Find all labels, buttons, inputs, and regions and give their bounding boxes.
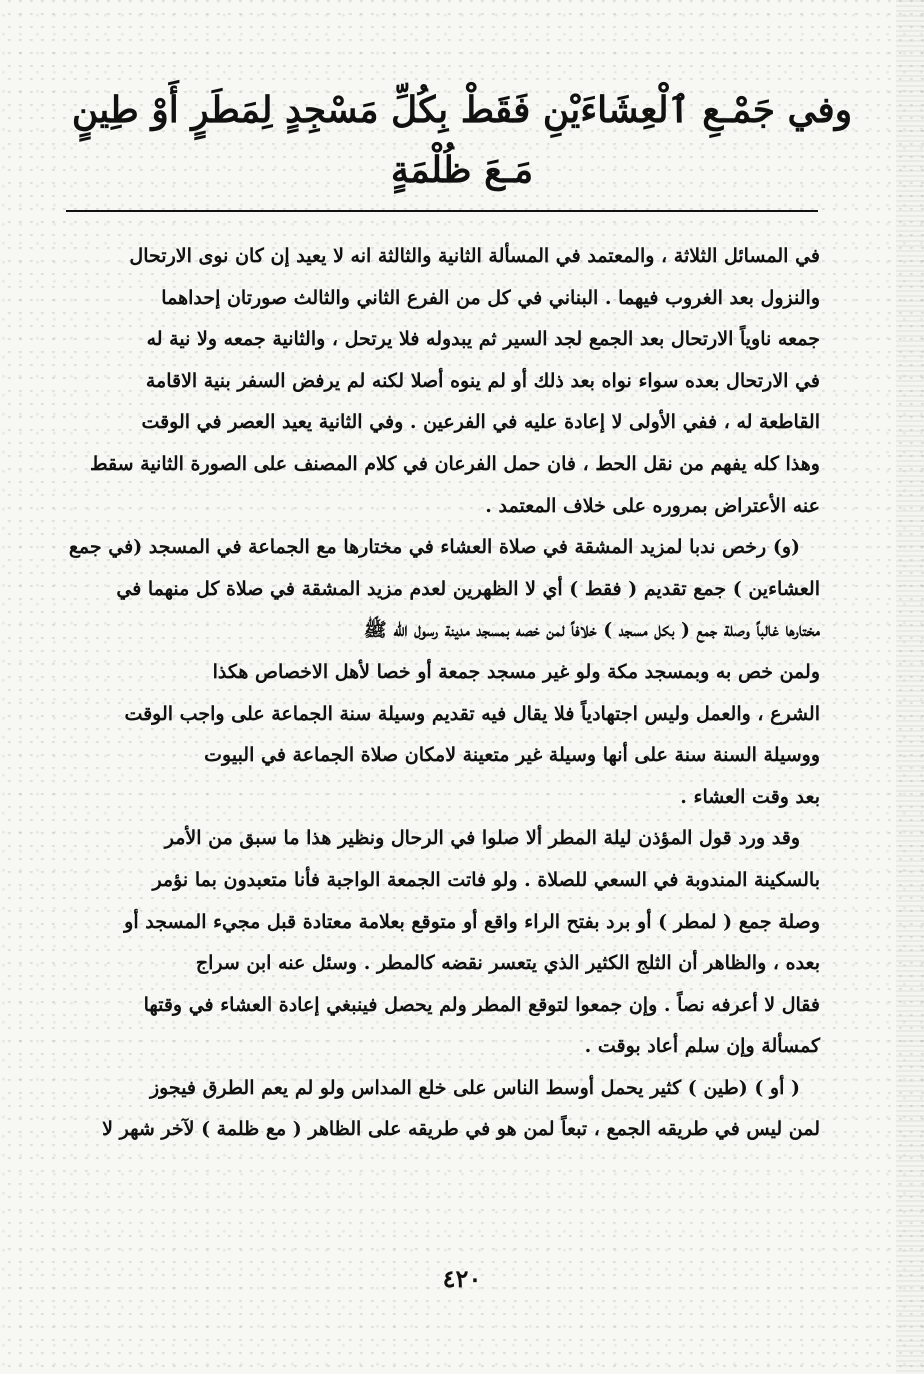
text-line: فقال لا أعرفه نصاً . وإن جمعوا لتوقع المطر ولم يحصل فينبغي إعادة العشاء في وقتها bbox=[143, 993, 820, 1016]
page-number: ٤٢٠ bbox=[442, 1264, 482, 1293]
text-line: بعده ، والظاهر أن الثلج الكثير الذي يتعسر نقضه كالمطر . وسئل عنه ابن سراج bbox=[195, 952, 820, 975]
text-line: جمعه ناوياً الارتحال بعد الجمع لجد السير ثم يبدوله فلا يرتحل ، والثانية جمعه ولا نية له bbox=[146, 328, 820, 351]
text-line: وقد ورد قول المؤذن ليلة المطر ألا صلوا في الرحال ونظير هذا ما سبق من الأمر bbox=[164, 827, 800, 850]
text-line: مختارها غالباً وصلة جمع ( بكل مسجد ) خلافاً لمن خصه بمسجد مدينة رسول الله ﷺ bbox=[363, 619, 820, 642]
text-line: في المسائل الثلاثة ، والمعتمد في المسألة الثانية والثالثة انه لا يعيد إن كان نوى الارتحال bbox=[129, 245, 820, 267]
heading-divider bbox=[66, 210, 818, 212]
body-text bbox=[58, 236, 820, 1151]
text-line: ووسيلة السنة سنة على أنها وسيلة غير متعينة لامكان صلاة الجماعة في البيوت bbox=[204, 744, 820, 767]
text-line: بعد وقت العشاء . bbox=[680, 785, 820, 808]
text-line: ( أو ) (طين ) كثير يحمل أوسط الناس على خلع المداس ولو لم يعم الطرق فيجوز bbox=[149, 1076, 800, 1099]
text-line: كمسألة وإن سلم أعاد بوقت . bbox=[584, 1035, 820, 1058]
text-line: والنزول بعد الغروب فيهما . البناني في كل من الفرع الثاني والثالث صورتان إحداهما bbox=[161, 286, 820, 309]
text-line: وهذا كله يفهم من نقل الحط ، فان حمل الفرعان في كلام المصنف على الصورة الثانية سقط bbox=[89, 452, 820, 475]
text-line: بالسكينة المندوبة في السعي للصلاة . ولو فاتت الجمعة الواجبة فأنا متعبدون بما نؤمر bbox=[152, 868, 820, 891]
scan-edge-shadow bbox=[896, 0, 924, 1374]
heading-line-1: وفي جَمْـعِ ٱلْعِشَاءَيْنِ فَقَطْ بِكُلِّ مَسْجِدٍ لِمَطَرٍ أَوْ طِينٍ bbox=[71, 89, 853, 131]
text-line: (و) رخص ندبا لمزيد المشقة في صلاة العشاء في مختارها مع الجماعة في المسجد (في جمع bbox=[68, 536, 800, 559]
text-line: الشرع ، والعمل وليس اجتهادياً فلا يقال فيه تقديم وسيلة سنة الجماعة على واجب الوقت bbox=[124, 702, 820, 725]
text-line: ولمن خص به وبمسجد مكة ولو غير مسجد جمعة أو خصا لأهل الاخصاص هكذا bbox=[212, 660, 820, 683]
text-line: عنه الأعتراض بمروره على خلاف المعتمد . bbox=[485, 494, 820, 517]
section-heading bbox=[70, 84, 854, 198]
heading-line-2: مَـعَ ظُلْمَةٍ bbox=[390, 149, 534, 191]
text-line: القاطعة له ، ففي الأولى لا إعادة عليه في الفرعين . وفي الثانية يعيد العصر في الوقت bbox=[141, 411, 820, 434]
text-line: العشاءين ) جمع تقديم ( فقط ) أي لا الظهرين لعدم مزيد المشقة في صلاة كل منهما في bbox=[116, 577, 820, 600]
text-line: وصلة جمع ( لمطر ) أو برد بفتح الراء واقع أو متوقع بعلامة معتادة قبل مجيء المسجد أو bbox=[124, 910, 820, 933]
text-line: في الارتحال بعده سواء نواه بعد ذلك أو لم ينوه أصلا لكنه لم يرفض السفر بنية الاقامة bbox=[145, 369, 820, 392]
text-line: لمن ليس في طريقه الجمع ، تبعاً لمن هو في طريقه على الظاهر ( مع ظلمة ) لآخر شهر لا bbox=[102, 1118, 820, 1141]
